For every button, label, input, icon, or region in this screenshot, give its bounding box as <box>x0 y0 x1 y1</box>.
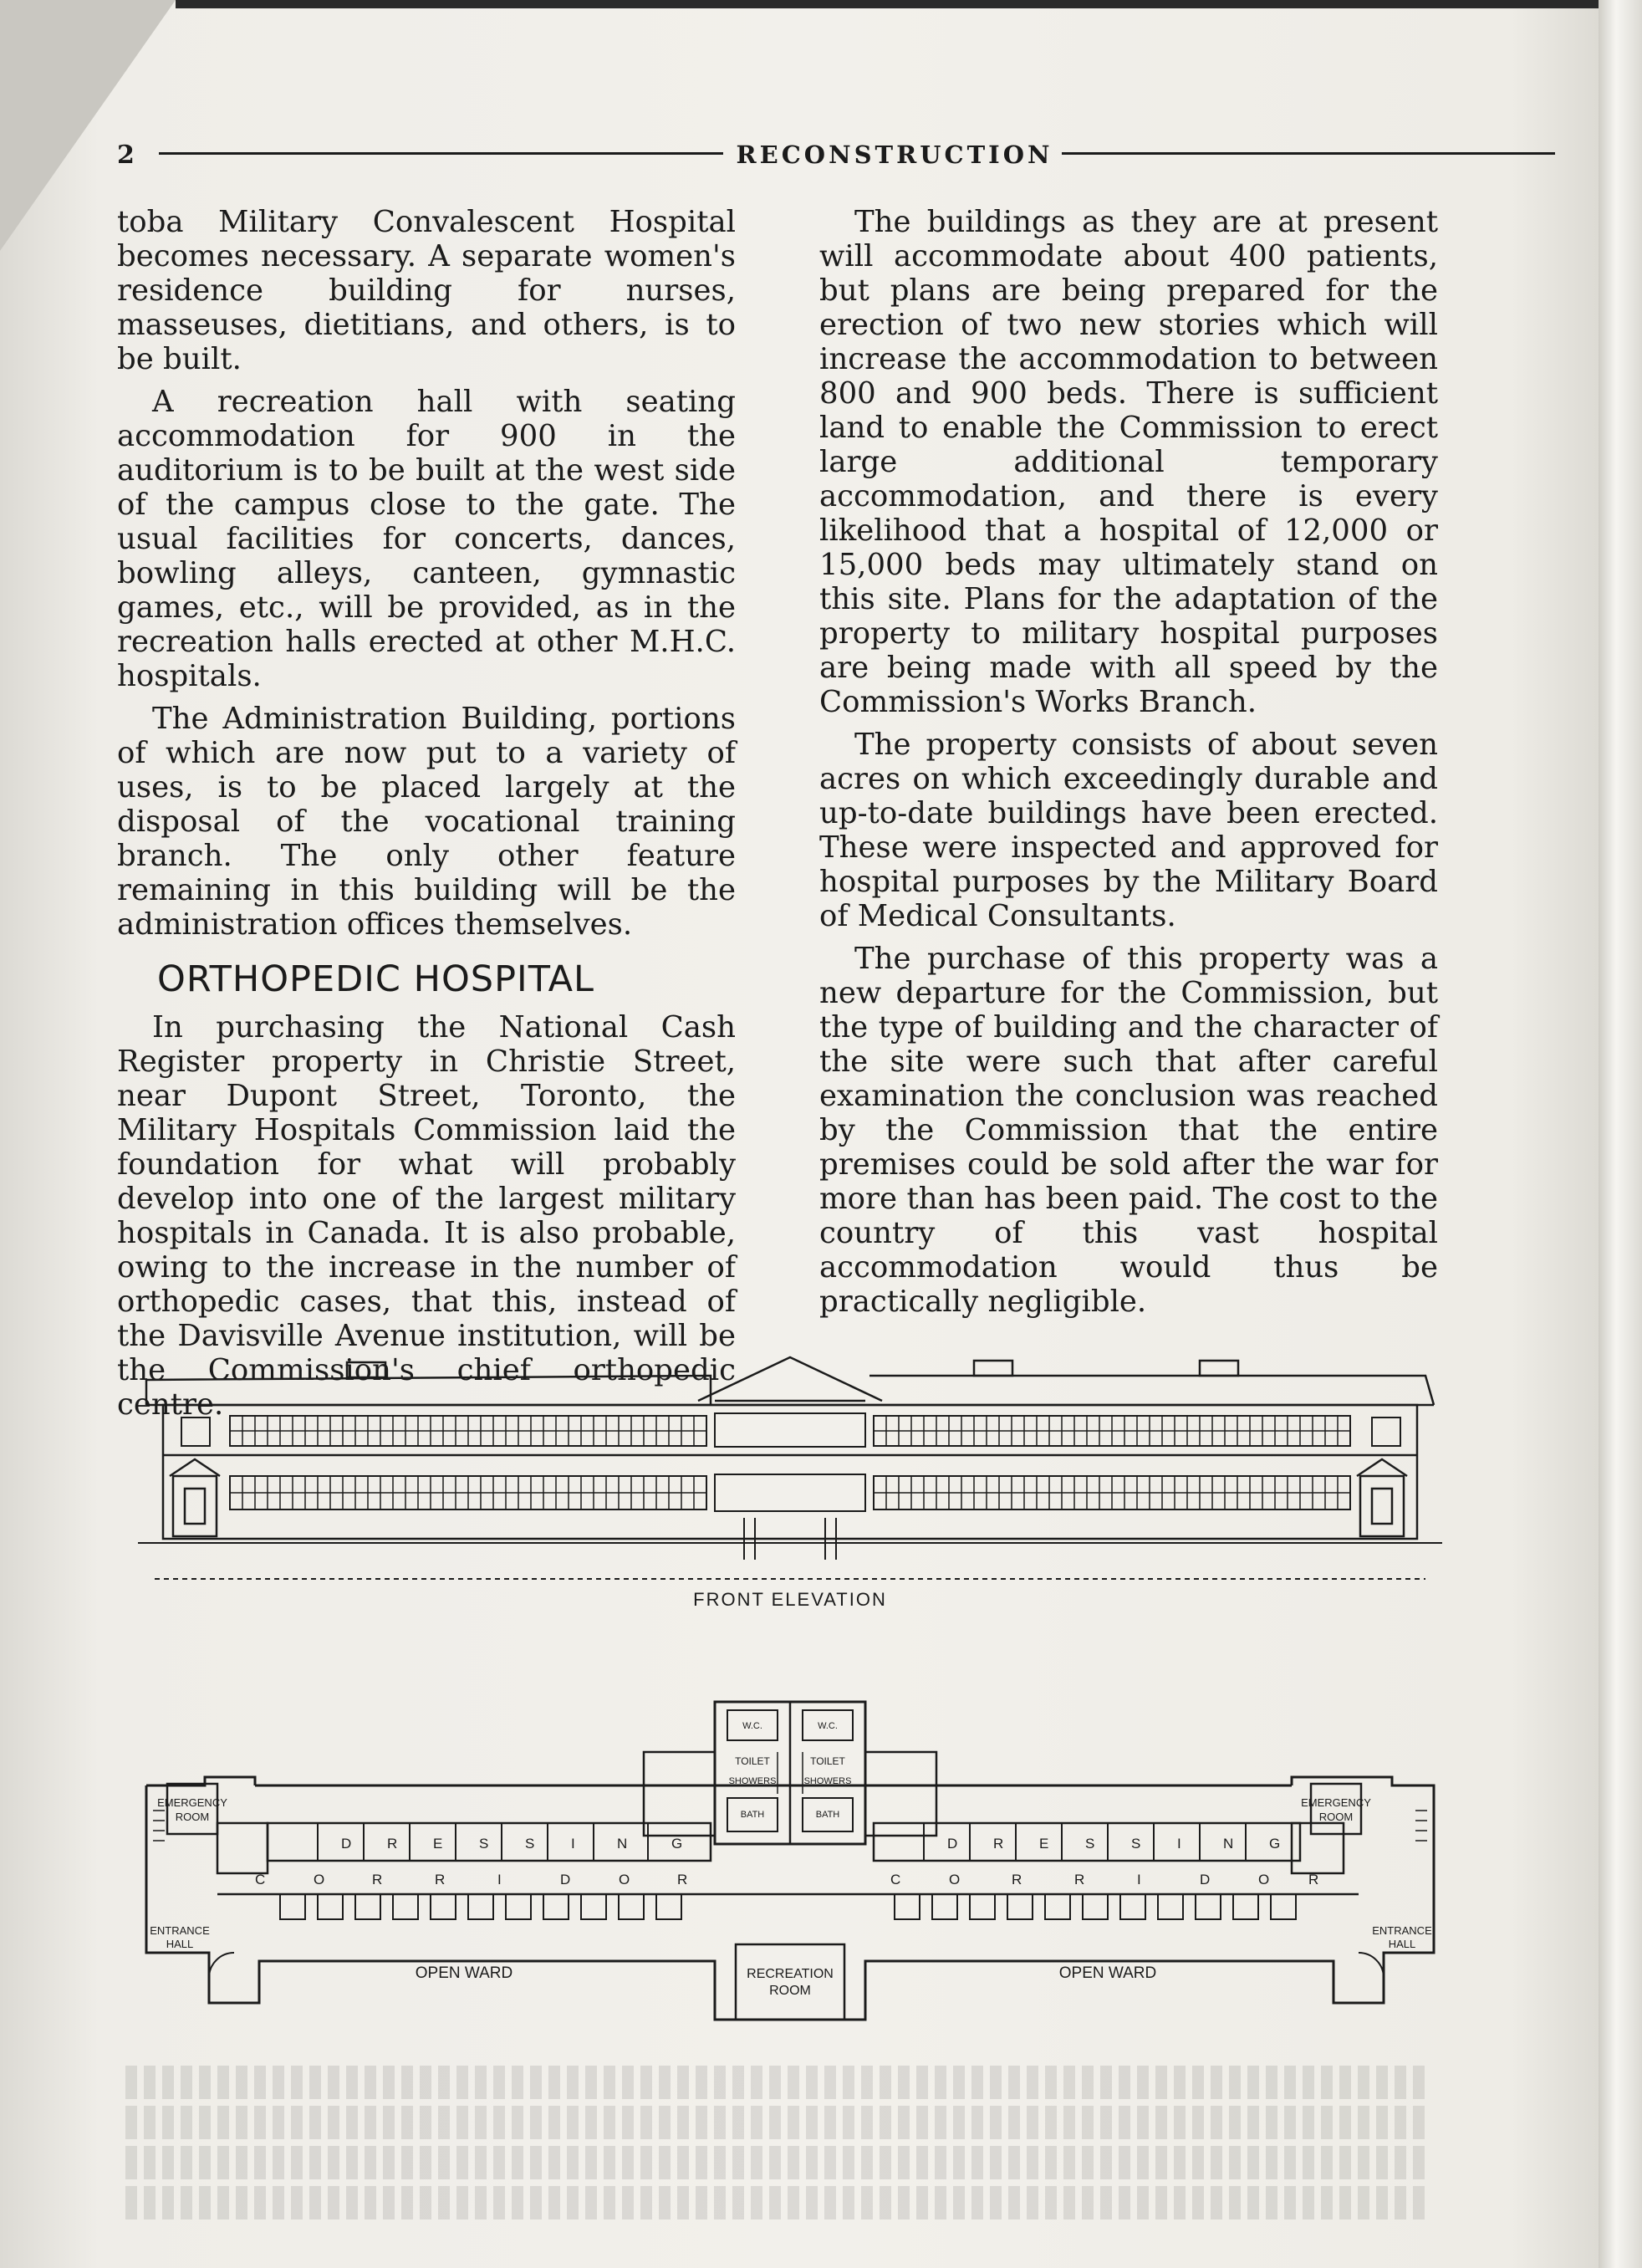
plan-letter: S <box>525 1836 535 1852</box>
plan-label: ENTRANCE <box>1372 1924 1432 1937</box>
plan-label: W.C. <box>742 1721 762 1731</box>
plan-label: W.C. <box>818 1721 838 1731</box>
plan-letter: S <box>1131 1836 1141 1852</box>
plan-letter: O <box>619 1872 630 1887</box>
plan-letter: R <box>435 1872 446 1887</box>
plan-label: OPEN WARD <box>1058 1964 1157 1982</box>
plan-letter: D <box>1200 1872 1211 1887</box>
header-rule-left <box>159 152 723 155</box>
plan-label: SHOWERS <box>728 1776 777 1786</box>
section-heading: ORTHOPEDIC HOSPITAL <box>157 958 595 1000</box>
plan-letter: S <box>1085 1836 1095 1852</box>
paragraph: toba Military Convalescent Hospital becomes necessary. A separate women's residence building for nurses, masseuses, dietitians, and others, is to be built. <box>117 205 736 376</box>
page-number: 2 <box>117 140 135 170</box>
plan-letter: R <box>1074 1872 1085 1887</box>
page-top-edge <box>176 0 1642 8</box>
plan-label: RECREATION <box>747 1967 834 1981</box>
paragraph: The buildings as they are at present will accommodate about 400 patients, but plans are being prepared for the erection of two new stories which will increase the accommodation to between 800 and 900 beds. There is sufficient land to enable the Commission to erect large additional temporary accommodation, and there is every likelihood that a hospital of 12,000 or 15,000 beds may ultimately stand on this site. Plans for the adaptation of the property to military hospital purposes are being made with all speed by the Commission's Works Branch. <box>819 205 1438 719</box>
plan-letter: E <box>433 1836 443 1852</box>
paragraph: In purchasing the National Cash Register property in Christie Street, near Dupont Street, Toronto, the Military Hospitals Commission laid the foundation for what will probably develop into one of the largest military hospitals in Canada. It is also probable, owing to the increase in the number of orthopedic cases, that this, instead of the Davisville Avenue institution, will be the Commission's chief orthopedic centre. <box>117 1010 736 1422</box>
paragraph: A recreation hall with seating accommodation for 900 in the auditorium is to be built at the west side of the campus close to the gate. The usual facilities for concerts, dances, bowling alleys, canteen, gymnastic games, etc., will be provided, as in the recreation halls erected at other M.H.C. hospitals. <box>117 385 736 693</box>
plan-letter: R <box>677 1872 688 1887</box>
plan-label: HALL <box>166 1938 194 1950</box>
plan-letter: D <box>560 1872 571 1887</box>
plan-letter: I <box>497 1872 502 1887</box>
header-rule-right <box>1062 152 1555 155</box>
plan-label: BATH <box>740 1810 765 1820</box>
plan-label: BATH <box>815 1810 840 1820</box>
plan-letter: R <box>993 1836 1004 1852</box>
plan-letter: D <box>341 1836 352 1852</box>
plan-label: TOILET <box>735 1755 770 1767</box>
plan-letter: R <box>1012 1872 1022 1887</box>
plan-letter: R <box>387 1836 398 1852</box>
plan-label: ROOM <box>1318 1811 1354 1823</box>
front-elevation <box>138 1357 1442 1579</box>
bleed-through-texture <box>125 2066 1430 2258</box>
right-column <box>819 205 1438 1327</box>
journal-title: RECONSTRUCTION <box>736 140 1053 169</box>
plan-letter: R <box>1308 1872 1319 1887</box>
plan-letter: E <box>1039 1836 1049 1852</box>
plan-label: ROOM <box>769 1984 811 1998</box>
plan-label: OPEN WARD <box>415 1964 513 1982</box>
plan-letter: R <box>372 1872 383 1887</box>
plan-letter: S <box>479 1836 489 1852</box>
plan-letter: G <box>671 1836 683 1852</box>
plan-label: TOILET <box>810 1755 845 1767</box>
plan-letter: N <box>1223 1836 1234 1852</box>
plan-letter: G <box>1269 1836 1281 1852</box>
binding-edge <box>1599 0 1642 2268</box>
plan-letter: O <box>1258 1872 1270 1887</box>
plan-letter: N <box>617 1836 628 1852</box>
running-header <box>117 140 1438 169</box>
plan-letter: I <box>571 1836 575 1852</box>
plan-label: HALL <box>1388 1938 1416 1950</box>
left-column <box>117 205 736 1430</box>
plan-letter: O <box>314 1872 325 1887</box>
plan-letter: O <box>949 1872 961 1887</box>
paragraph: The Administration Building, portions of which are now put to a variety of uses, is to be placed largely at the disposal of the vocational training branch. The only other feature remaining in this building will be the administration offices themselves. <box>117 702 736 942</box>
plan-label: EMERGENCY <box>157 1796 227 1809</box>
plan-letter: C <box>255 1872 266 1887</box>
plan-letter: D <box>947 1836 958 1852</box>
plan-label: SHOWERS <box>803 1776 852 1786</box>
architectural-drawing <box>138 1342 1442 2049</box>
plan-label: ENTRANCE <box>150 1924 210 1937</box>
plan-label: EMERGENCY <box>1301 1796 1371 1809</box>
paragraph: The purchase of this property was a new departure for the Commission, but the type of building and the character of the site were such that after careful examination the conclusion was reached by the Commission that the entire premises could be sold after the war for more than has been paid. The cost to the country of this vast hospital accommodation would thus be practically negligible. <box>819 942 1438 1319</box>
plan-letter: C <box>890 1872 901 1887</box>
elevation-label: FRONT ELEVATION <box>693 1589 887 1610</box>
plan-letter: I <box>1137 1872 1141 1887</box>
plan-letter: I <box>1177 1836 1181 1852</box>
plan-label: ROOM <box>175 1811 210 1823</box>
paragraph: The property consists of about seven acres on which exceedingly durable and up-to-date buildings have been erected. These were inspected and approved for hospital purposes by the Military Board of Medical Consultants. <box>819 728 1438 933</box>
